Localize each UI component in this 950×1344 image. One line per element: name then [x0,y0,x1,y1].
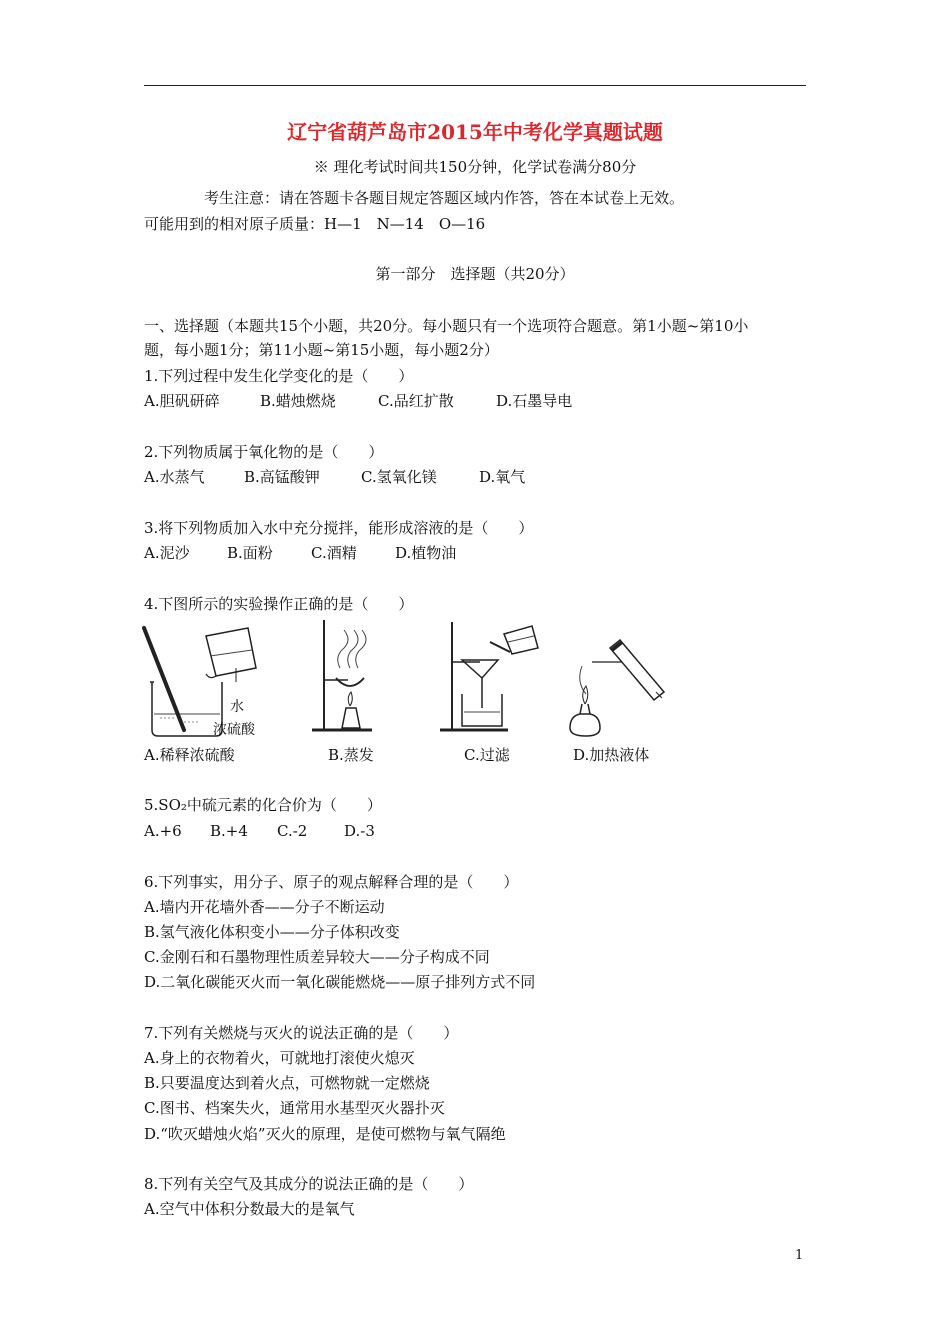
q2-option-c: C.氢氧化镁 [361,468,437,486]
figure-heating-liquid [556,632,672,742]
figure-evaporation [300,616,390,740]
q4-option-c: C.过滤 [464,746,510,764]
q3-option-a: A.泥沙 [144,544,190,562]
q2-option-a: A.水蒸气 [144,468,205,486]
q6-option-d: D.二氧化碳能灭火而一氧化碳能燃烧——原子排列方式不同 [144,973,536,991]
page-title: 辽宁省葫芦岛市2015年中考化学真题试题 [287,120,663,144]
q3-option-c: C.酒精 [311,544,357,562]
instruction-line-1: 一、选择题（本题共15个小题，共20分。每小题只有一个选项符合题意。第1小题~第10小 [144,317,749,335]
question-5-stem: 5.SO₂中硫元素的化合价为（ ） [144,796,382,814]
q5-option-c: C.-2 [277,822,308,840]
q1-option-a: A.胆矾研碎 [144,392,220,410]
top-rule [144,85,806,86]
label-conc-acid: 浓硫酸 [213,722,255,738]
q4-option-b: B.蒸发 [328,746,374,764]
q6-option-c: C.金刚石和石墨物理性质差异较大——分子构成不同 [144,948,490,966]
q5-option-a: A.+6 [144,822,182,840]
figure-filtration [432,612,542,740]
question-1-stem: 1.下列过程中发生化学变化的是（ ） [144,367,414,385]
q3-option-d: D.植物油 [395,544,457,562]
q5-option-b: B.+4 [210,822,248,840]
q4-option-a: A.稀释浓硫酸 [144,746,235,764]
q1-option-d: D.石墨导电 [496,392,573,410]
question-4-stem: 4.下图所示的实验操作正确的是（ ） [144,595,414,613]
label-water: 水 [230,699,244,715]
part-heading: 第一部分 选择题（共20分） [375,265,575,283]
q8-option-a: A.空气中体积分数最大的是氧气 [144,1200,355,1218]
q4-option-d: D.加热液体 [573,746,650,764]
question-2-stem: 2.下列物质属于氧化物的是（ ） [144,443,384,461]
exam-notice: 考生注意：请在答题卡各题目规定答题区域内作答，答在本试卷上无效。 [204,189,685,207]
q2-option-b: B.高锰酸钾 [244,468,320,486]
question-7-stem: 7.下列有关燃烧与灭火的说法正确的是（ ） [144,1024,459,1042]
q6-option-b: B.氢气液化体积变小——分子体积改变 [144,923,400,941]
page-number: 1 [795,1248,804,1263]
q6-option-a: A.墙内开花墙外香——分子不断运动 [144,898,385,916]
q7-option-a: A.身上的衣物着火，可就地打滚使火熄灭 [144,1049,415,1067]
q2-option-d: D.氧气 [479,468,526,486]
exam-subtitle: ※ 理化考试时间共150分钟，化学试卷满分80分 [313,158,637,176]
atomic-masses: 可能用到的相对原子质量：H—1 N—14 O—16 [144,215,486,233]
question-3-stem: 3.将下列物质加入水中充分搅拌，能形成溶液的是（ ） [144,519,534,537]
q3-option-b: B.面粉 [227,544,273,562]
q7-option-c: C.图书、档案失火，通常用水基型灭火器扑灭 [144,1099,445,1117]
q7-option-b: B.只要温度达到着火点，可燃物就一定燃烧 [144,1074,430,1092]
q7-option-d: D.“吹灭蜡烛火焰”灭火的原理，是使可燃物与氧气隔绝 [144,1125,506,1143]
q1-option-b: B.蜡烛燃烧 [260,392,336,410]
q5-option-d: D.-3 [344,822,375,840]
question-8-stem: 8.下列有关空气及其成分的说法正确的是（ ） [144,1175,474,1193]
question-6-stem: 6.下列事实，用分子、原子的观点解释合理的是（ ） [144,873,519,891]
instruction-line-2: 题，每小题1分；第11小题~第15小题，每小题2分） [144,341,499,359]
q1-option-c: C.品红扩散 [378,392,454,410]
